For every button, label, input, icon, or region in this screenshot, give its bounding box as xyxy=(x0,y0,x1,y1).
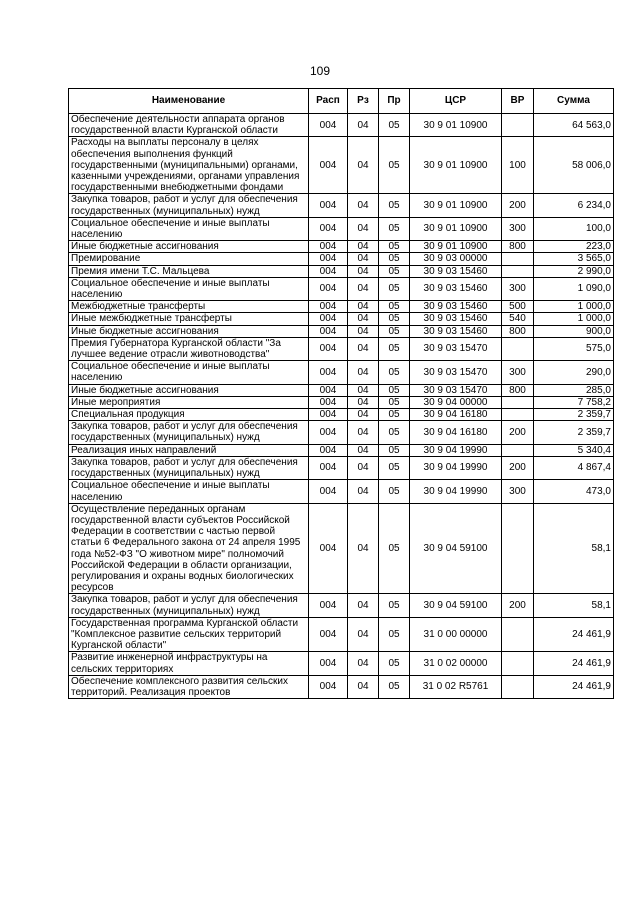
row-rasp: 004 xyxy=(309,652,348,675)
row-rz: 04 xyxy=(348,301,379,313)
row-name: Социальное обеспечение и иные выплаты населению xyxy=(69,480,309,503)
table-row xyxy=(69,384,614,396)
row-sum: 1 000,0 xyxy=(534,313,614,325)
row-rasp: 004 xyxy=(309,301,348,313)
header-name: Наименование xyxy=(69,89,309,114)
row-rz: 04 xyxy=(348,337,379,360)
row-vr: 100 xyxy=(502,137,534,194)
row-sum: 223,0 xyxy=(534,241,614,253)
row-rz: 04 xyxy=(348,594,379,617)
row-pr: 05 xyxy=(379,325,410,337)
row-rasp: 004 xyxy=(309,253,348,265)
row-pr: 05 xyxy=(379,301,410,313)
row-sum: 575,0 xyxy=(534,337,614,360)
row-sum: 58,1 xyxy=(534,594,614,617)
row-pr: 05 xyxy=(379,114,410,137)
row-csr: 30 9 04 59100 xyxy=(410,503,502,594)
row-rasp: 004 xyxy=(309,137,348,194)
page-number: 109 xyxy=(309,64,331,78)
row-rasp: 004 xyxy=(309,396,348,408)
row-csr: 30 9 03 15460 xyxy=(410,301,502,313)
row-vr xyxy=(502,114,534,137)
row-pr: 05 xyxy=(379,409,410,421)
row-csr: 30 9 04 16180 xyxy=(410,409,502,421)
table-row xyxy=(69,265,614,277)
header-rasp: Расп xyxy=(309,89,348,114)
row-name: Развитие инженерной инфраструктуры на сельских территориях xyxy=(69,652,309,675)
row-name: Премия Губернатора Курганской области "За лучшее ведение отрасли животноводства" xyxy=(69,337,309,360)
row-rasp: 004 xyxy=(309,384,348,396)
table-row xyxy=(69,409,614,421)
row-csr: 30 9 04 16180 xyxy=(410,421,502,444)
row-rasp: 004 xyxy=(309,421,348,444)
row-sum: 24 461,9 xyxy=(534,617,614,652)
table-row xyxy=(69,594,614,617)
table-row xyxy=(69,675,614,698)
row-csr: 30 9 01 10900 xyxy=(410,114,502,137)
row-sum: 4 867,4 xyxy=(534,456,614,479)
row-csr: 30 9 04 19990 xyxy=(410,456,502,479)
table-row xyxy=(69,480,614,503)
row-rasp: 004 xyxy=(309,114,348,137)
table-row xyxy=(69,421,614,444)
row-rz: 04 xyxy=(348,503,379,594)
row-name: Специальная продукция xyxy=(69,409,309,421)
row-name: Иные бюджетные ассигнования xyxy=(69,384,309,396)
row-name: Социальное обеспечение и иные выплаты населению xyxy=(69,217,309,240)
row-sum: 1 000,0 xyxy=(534,301,614,313)
table-row xyxy=(69,137,614,194)
row-sum: 1 090,0 xyxy=(534,277,614,300)
row-vr xyxy=(502,409,534,421)
row-pr: 05 xyxy=(379,217,410,240)
row-sum: 100,0 xyxy=(534,217,614,240)
row-csr: 30 9 03 15470 xyxy=(410,384,502,396)
row-sum: 2 359,7 xyxy=(534,409,614,421)
row-rasp: 004 xyxy=(309,241,348,253)
row-name: Осуществление переданных органам государственной власти субъектов Российской Федерации в соответствии с частью первой статьи 6 Федерального закона от 24 апреля 1995 года №52-ФЗ "О животном мире" полномочий Российской Федерации в области организации, регулирования и охраны водных биологических ресурсов xyxy=(69,503,309,594)
table-row xyxy=(69,361,614,384)
table-row xyxy=(69,114,614,137)
row-sum: 3 565,0 xyxy=(534,253,614,265)
row-vr xyxy=(502,265,534,277)
table-row xyxy=(69,652,614,675)
header-pr: Пр xyxy=(379,89,410,114)
row-csr: 30 9 03 15460 xyxy=(410,277,502,300)
row-name: Иные мероприятия xyxy=(69,396,309,408)
row-name: Иные бюджетные ассигнования xyxy=(69,325,309,337)
row-rz: 04 xyxy=(348,421,379,444)
row-name: Расходы на выплаты персоналу в целях обеспечения выполнения функций государственными (муниципальными) органами, казенными учреждениями, органами управления государственными внебюджетными фондами xyxy=(69,137,309,194)
row-name: Реализация иных направлений xyxy=(69,444,309,456)
row-vr xyxy=(502,503,534,594)
row-rz: 04 xyxy=(348,396,379,408)
row-csr: 30 9 01 10900 xyxy=(410,217,502,240)
row-vr: 800 xyxy=(502,384,534,396)
row-vr xyxy=(502,675,534,698)
row-rasp: 004 xyxy=(309,194,348,217)
header-rz: Рз xyxy=(348,89,379,114)
table-row xyxy=(69,337,614,360)
row-rasp: 004 xyxy=(309,480,348,503)
row-rz: 04 xyxy=(348,480,379,503)
row-pr: 05 xyxy=(379,421,410,444)
table-row xyxy=(69,253,614,265)
row-csr: 31 0 02 00000 xyxy=(410,652,502,675)
row-name: Социальное обеспечение и иные выплаты населению xyxy=(69,277,309,300)
row-sum: 2 359,7 xyxy=(534,421,614,444)
row-rasp: 004 xyxy=(309,265,348,277)
row-pr: 05 xyxy=(379,337,410,360)
row-name: Премирование xyxy=(69,253,309,265)
row-sum: 58,1 xyxy=(534,503,614,594)
table-row xyxy=(69,194,614,217)
row-pr: 05 xyxy=(379,675,410,698)
row-vr: 200 xyxy=(502,594,534,617)
row-pr: 05 xyxy=(379,594,410,617)
row-vr: 300 xyxy=(502,361,534,384)
row-pr: 05 xyxy=(379,194,410,217)
row-csr: 30 9 03 15460 xyxy=(410,313,502,325)
row-rasp: 004 xyxy=(309,313,348,325)
row-rz: 04 xyxy=(348,444,379,456)
row-rasp: 004 xyxy=(309,617,348,652)
row-rz: 04 xyxy=(348,253,379,265)
row-csr: 30 9 01 10900 xyxy=(410,194,502,217)
row-pr: 05 xyxy=(379,137,410,194)
table-row xyxy=(69,396,614,408)
row-sum: 24 461,9 xyxy=(534,652,614,675)
row-vr xyxy=(502,444,534,456)
row-name: Государственная программа Курганской области "Комплексное развитие сельских территорий Курганской области" xyxy=(69,617,309,652)
table-row xyxy=(69,241,614,253)
row-csr: 30 9 04 00000 xyxy=(410,396,502,408)
row-rz: 04 xyxy=(348,617,379,652)
row-pr: 05 xyxy=(379,313,410,325)
row-sum: 7 758,2 xyxy=(534,396,614,408)
row-vr: 300 xyxy=(502,217,534,240)
row-vr xyxy=(502,617,534,652)
budget-table xyxy=(68,88,614,699)
row-pr: 05 xyxy=(379,361,410,384)
row-sum: 24 461,9 xyxy=(534,675,614,698)
row-csr: 30 9 01 10900 xyxy=(410,241,502,253)
row-pr: 05 xyxy=(379,277,410,300)
row-vr: 500 xyxy=(502,301,534,313)
row-rz: 04 xyxy=(348,384,379,396)
table-row xyxy=(69,456,614,479)
row-vr: 200 xyxy=(502,456,534,479)
row-name: Иные межбюджетные трансферты xyxy=(69,313,309,325)
row-name: Социальное обеспечение и иные выплаты населению xyxy=(69,361,309,384)
row-name: Премия имени Т.С. Мальцева xyxy=(69,265,309,277)
row-sum: 473,0 xyxy=(534,480,614,503)
row-csr: 30 9 03 00000 xyxy=(410,253,502,265)
row-pr: 05 xyxy=(379,384,410,396)
row-vr: 800 xyxy=(502,325,534,337)
row-pr: 05 xyxy=(379,503,410,594)
row-csr: 30 9 03 15460 xyxy=(410,265,502,277)
row-csr: 30 9 04 19990 xyxy=(410,480,502,503)
row-vr: 800 xyxy=(502,241,534,253)
row-pr: 05 xyxy=(379,444,410,456)
row-rz: 04 xyxy=(348,194,379,217)
row-sum: 285,0 xyxy=(534,384,614,396)
row-pr: 05 xyxy=(379,265,410,277)
row-name: Закупка товаров, работ и услуг для обеспечения государственных (муниципальных) нужд xyxy=(69,456,309,479)
row-name: Обеспечение деятельности аппарата органов государственной власти Курганской области xyxy=(69,114,309,137)
row-name: Закупка товаров, работ и услуг для обеспечения государственных (муниципальных) нужд xyxy=(69,421,309,444)
row-rz: 04 xyxy=(348,241,379,253)
row-rz: 04 xyxy=(348,137,379,194)
row-rz: 04 xyxy=(348,217,379,240)
row-vr: 200 xyxy=(502,421,534,444)
row-rasp: 004 xyxy=(309,277,348,300)
row-sum: 290,0 xyxy=(534,361,614,384)
table-row xyxy=(69,503,614,594)
row-csr: 30 9 04 59100 xyxy=(410,594,502,617)
row-sum: 64 563,0 xyxy=(534,114,614,137)
row-rz: 04 xyxy=(348,409,379,421)
row-rz: 04 xyxy=(348,652,379,675)
row-vr: 300 xyxy=(502,277,534,300)
row-vr xyxy=(502,337,534,360)
row-name: Межбюджетные трансферты xyxy=(69,301,309,313)
row-rasp: 004 xyxy=(309,444,348,456)
row-rz: 04 xyxy=(348,325,379,337)
row-pr: 05 xyxy=(379,396,410,408)
row-vr xyxy=(502,253,534,265)
row-rz: 04 xyxy=(348,265,379,277)
row-csr: 31 0 02 R5761 xyxy=(410,675,502,698)
row-rasp: 004 xyxy=(309,325,348,337)
row-sum: 900,0 xyxy=(534,325,614,337)
row-rasp: 004 xyxy=(309,456,348,479)
row-sum: 58 006,0 xyxy=(534,137,614,194)
row-pr: 05 xyxy=(379,456,410,479)
row-rasp: 004 xyxy=(309,409,348,421)
row-csr: 30 9 03 15470 xyxy=(410,361,502,384)
row-vr: 300 xyxy=(502,480,534,503)
row-rasp: 004 xyxy=(309,675,348,698)
table-header-row xyxy=(69,89,614,114)
row-rasp: 004 xyxy=(309,361,348,384)
row-csr: 30 9 04 19990 xyxy=(410,444,502,456)
table-row xyxy=(69,277,614,300)
row-sum: 5 340,4 xyxy=(534,444,614,456)
row-pr: 05 xyxy=(379,652,410,675)
row-csr: 30 9 01 10900 xyxy=(410,137,502,194)
header-csr: ЦСР xyxy=(410,89,502,114)
row-rasp: 004 xyxy=(309,594,348,617)
row-name: Закупка товаров, работ и услуг для обеспечения государственных (муниципальных) нужд xyxy=(69,594,309,617)
row-vr xyxy=(502,652,534,675)
row-name: Закупка товаров, работ и услуг для обеспечения государственных (муниципальных) нужд xyxy=(69,194,309,217)
table-row xyxy=(69,444,614,456)
table-row xyxy=(69,313,614,325)
header-sum: Сумма xyxy=(534,89,614,114)
row-rasp: 004 xyxy=(309,337,348,360)
row-rz: 04 xyxy=(348,456,379,479)
row-pr: 05 xyxy=(379,617,410,652)
row-pr: 05 xyxy=(379,241,410,253)
row-vr: 540 xyxy=(502,313,534,325)
table-row xyxy=(69,617,614,652)
row-csr: 31 0 00 00000 xyxy=(410,617,502,652)
row-name: Обеспечение комплексного развития сельских территорий. Реализация проектов xyxy=(69,675,309,698)
row-sum: 6 234,0 xyxy=(534,194,614,217)
table-row xyxy=(69,217,614,240)
table-row xyxy=(69,301,614,313)
row-vr: 200 xyxy=(502,194,534,217)
row-rz: 04 xyxy=(348,277,379,300)
row-rasp: 004 xyxy=(309,503,348,594)
row-rz: 04 xyxy=(348,361,379,384)
header-vr: ВР xyxy=(502,89,534,114)
row-rasp: 004 xyxy=(309,217,348,240)
row-csr: 30 9 03 15470 xyxy=(410,337,502,360)
row-rz: 04 xyxy=(348,675,379,698)
row-pr: 05 xyxy=(379,253,410,265)
row-rz: 04 xyxy=(348,114,379,137)
row-sum: 2 990,0 xyxy=(534,265,614,277)
row-csr: 30 9 03 15460 xyxy=(410,325,502,337)
table-row xyxy=(69,325,614,337)
row-pr: 05 xyxy=(379,480,410,503)
row-name: Иные бюджетные ассигнования xyxy=(69,241,309,253)
row-vr xyxy=(502,396,534,408)
row-rz: 04 xyxy=(348,313,379,325)
